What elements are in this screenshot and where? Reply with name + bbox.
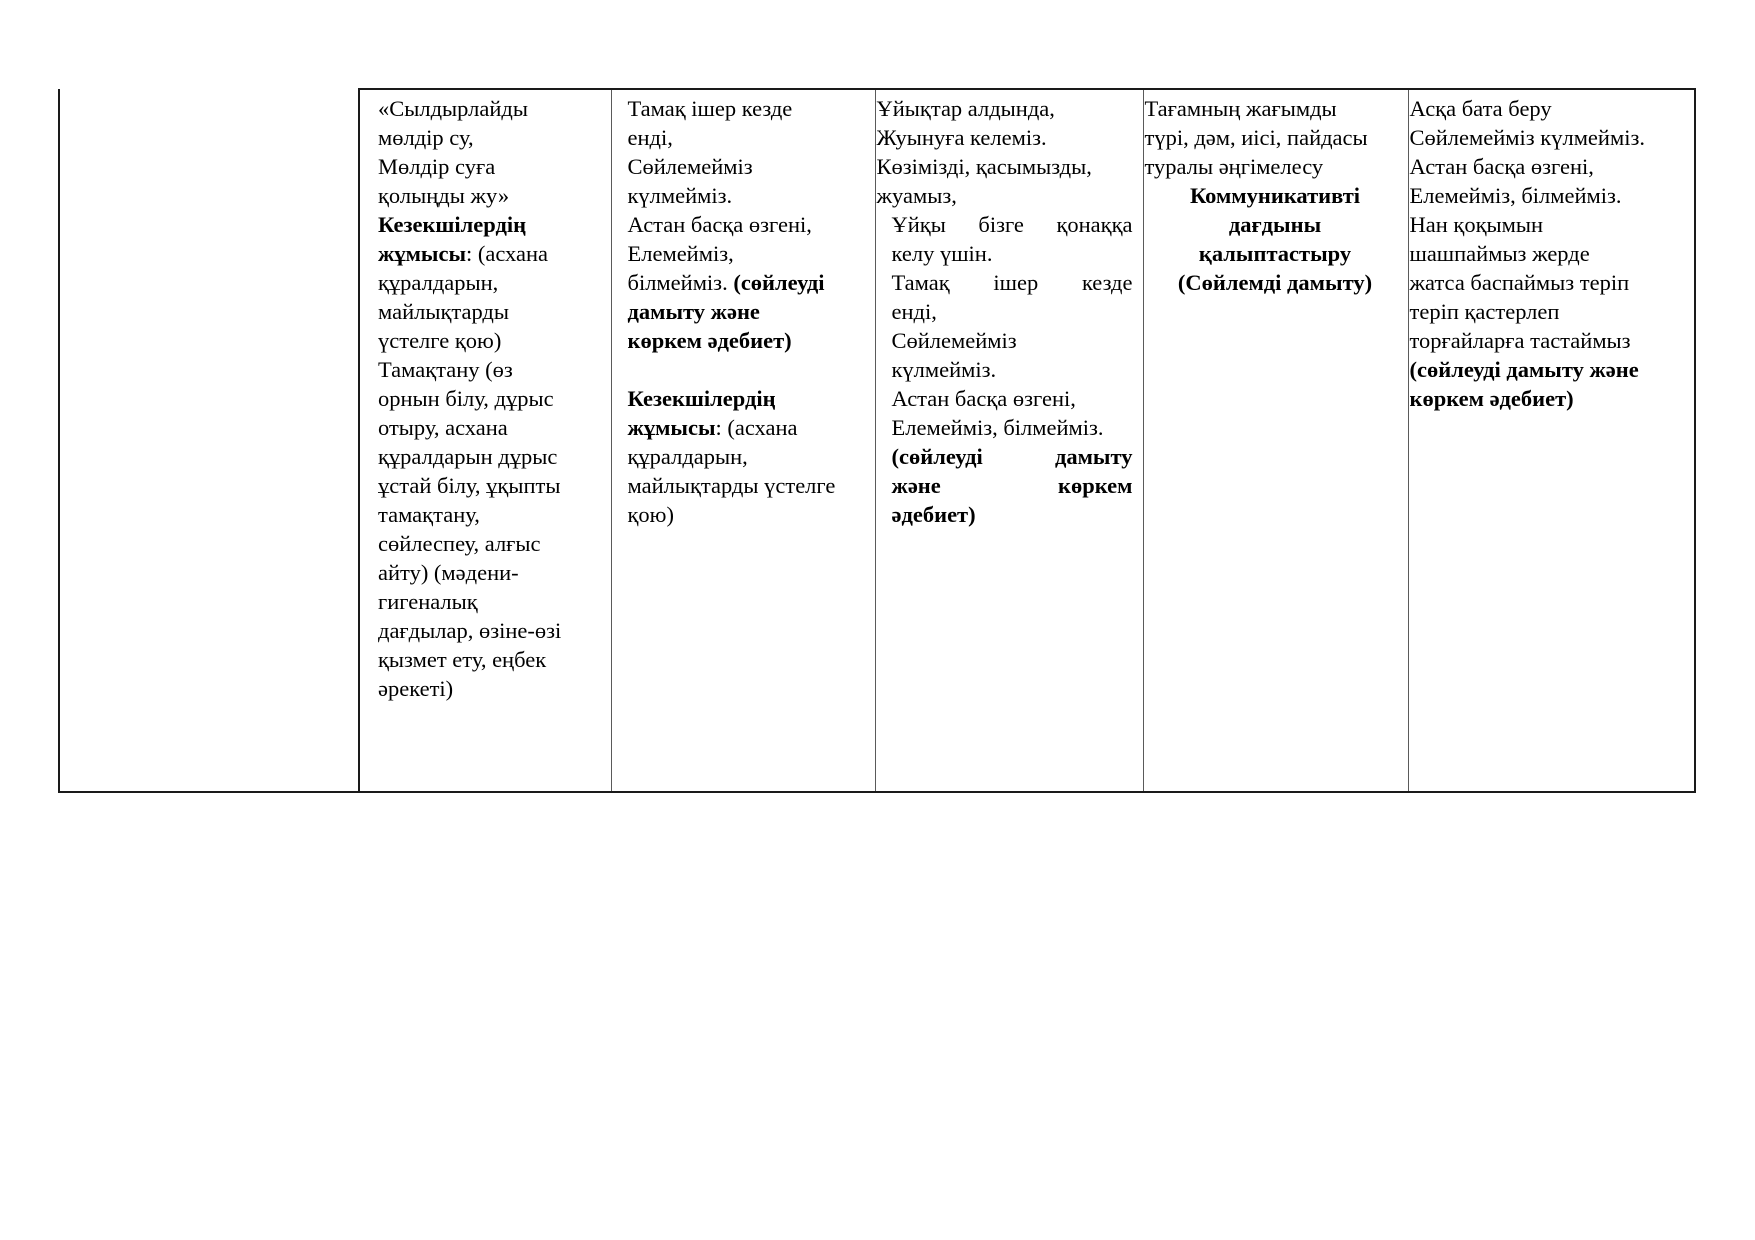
- duty-heading: Кезекшілердің: [627, 386, 776, 411]
- text-line: қою): [627, 502, 674, 527]
- cell-blessing: [1408, 89, 1695, 792]
- bold-line: дамыту және: [627, 299, 760, 324]
- text-line: күлмейміз.: [891, 357, 997, 382]
- bold-line: және көркем: [891, 473, 1133, 498]
- bold-line: (сөйлеуді дамыту және: [1409, 357, 1639, 382]
- text-line: майлықтарды үстелге: [627, 473, 836, 498]
- cell-food-talk: [1143, 89, 1408, 792]
- text-fragment: білмейміз.: [627, 270, 734, 295]
- text-line: құралдарын,: [627, 444, 748, 469]
- text-line: Тамақ ішер кезде: [627, 96, 793, 121]
- text-line: отыру, асхана: [378, 415, 508, 440]
- text-line: әрекеті): [378, 676, 454, 701]
- text-line: қызмет ету, еңбек: [378, 647, 547, 672]
- cell-meal-rhyme: [611, 89, 875, 792]
- text-line: шашпаймыз жерде: [1409, 241, 1590, 266]
- text-line: енді,: [627, 125, 673, 150]
- text-line: туралы әңгімелесу: [1144, 154, 1324, 179]
- text-line: тамақтану,: [378, 502, 480, 527]
- schedule-table: [58, 88, 1696, 793]
- text-line: қолыңды жу»: [378, 183, 510, 208]
- text-line: мөлдір су,: [378, 125, 474, 150]
- text-line: Тамақ ішер кезде: [891, 270, 1133, 295]
- text-line: майлықтарды: [378, 299, 510, 324]
- duty-line: [628, 413, 863, 442]
- text-line: торғайларға тастаймыз: [1409, 328, 1631, 353]
- text-line: үстелге қою): [378, 328, 502, 353]
- text-line: Елемейміз,: [627, 241, 734, 266]
- text-line: Сөйлемейміз күлмейміз.: [1409, 125, 1645, 150]
- bold-line: (Сөйлемді дамыту): [1177, 270, 1373, 295]
- duty-heading-2: жұмысы: [378, 241, 467, 266]
- duty-text: : (асхана: [466, 241, 549, 266]
- text-line: Сөйлемейміз: [627, 154, 753, 179]
- cell-washing-and-meal: [359, 89, 611, 792]
- bold-line: көркем әдебиет): [627, 328, 792, 353]
- text-line: ұстай білу, ұқыпты: [378, 473, 561, 498]
- text-line: түрі, дәм, иісі, пайдасы: [1144, 125, 1368, 150]
- text-line: жуамыз,: [876, 183, 957, 208]
- text-line: Астан басқа өзгені,: [891, 386, 1076, 411]
- text-line: құралдарын дұрыс: [378, 444, 558, 469]
- text-line: Жуынуға келеміз.: [876, 125, 1047, 150]
- cell-before-sleep: [875, 89, 1143, 792]
- blank-line: [628, 355, 863, 384]
- text-line: Елемейміз, білмейміз.: [891, 415, 1104, 440]
- text-line: орнын білу, дұрыс: [378, 386, 554, 411]
- bold-fragment: (сөйлеуді: [733, 270, 825, 295]
- duty-line: [378, 239, 593, 268]
- text-line: айту) (мәдени-: [378, 560, 519, 585]
- text-line: «Сылдырлайды: [378, 96, 528, 121]
- bold-line: Коммуникативті: [1189, 183, 1361, 208]
- bold-line: қалыптастыру: [1198, 241, 1352, 266]
- text-line: келу үшін.: [891, 241, 993, 266]
- bold-line: әдебиет): [891, 502, 976, 527]
- text-line: сөйлеспеу, алғыс: [378, 531, 541, 556]
- duty-heading-2: жұмысы: [627, 415, 716, 440]
- text-line: Нан қоқымын: [1409, 212, 1544, 237]
- duty-text: : (асхана: [715, 415, 798, 440]
- text-line: Сөйлемейміз: [891, 328, 1017, 353]
- text-line: Ұйқы бізге қонаққа: [891, 212, 1133, 237]
- text-line: Көзімізді, қасымызды,: [876, 154, 1092, 179]
- text-line: Мөлдір суға: [378, 154, 496, 179]
- mixed-line: [628, 268, 863, 297]
- text-line: теріп қастерлеп: [1409, 299, 1560, 324]
- bold-line: (сөйлеуді дамыту: [891, 444, 1133, 469]
- bold-line: көркем әдебиет): [1409, 386, 1574, 411]
- text-line: енді,: [891, 299, 937, 324]
- text-line: құралдарын,: [378, 270, 499, 295]
- text-line: Астан басқа өзгені,: [627, 212, 812, 237]
- text-line: жатса баспаймыз теріп: [1409, 270, 1630, 295]
- text-line: Тағамның жағымды: [1144, 96, 1337, 121]
- text-line: Ұйықтар алдында,: [876, 96, 1055, 121]
- empty-label-cell: [59, 89, 359, 792]
- text-line: Асқа бата беру: [1409, 96, 1552, 121]
- text-line: Астан басқа өзгені,: [1409, 154, 1594, 179]
- text-line: дағдылар, өзіне-өзі: [378, 618, 562, 643]
- text-line: Тамақтану (өз: [378, 357, 513, 382]
- duty-heading: Кезекшілердің: [378, 212, 527, 237]
- text-line: күлмейміз.: [627, 183, 733, 208]
- text-line: гигеналық: [378, 589, 478, 614]
- bold-line: дағдыны: [1228, 212, 1322, 237]
- text-line: Елемейміз, білмейміз.: [1409, 183, 1622, 208]
- table-row: [59, 89, 1695, 792]
